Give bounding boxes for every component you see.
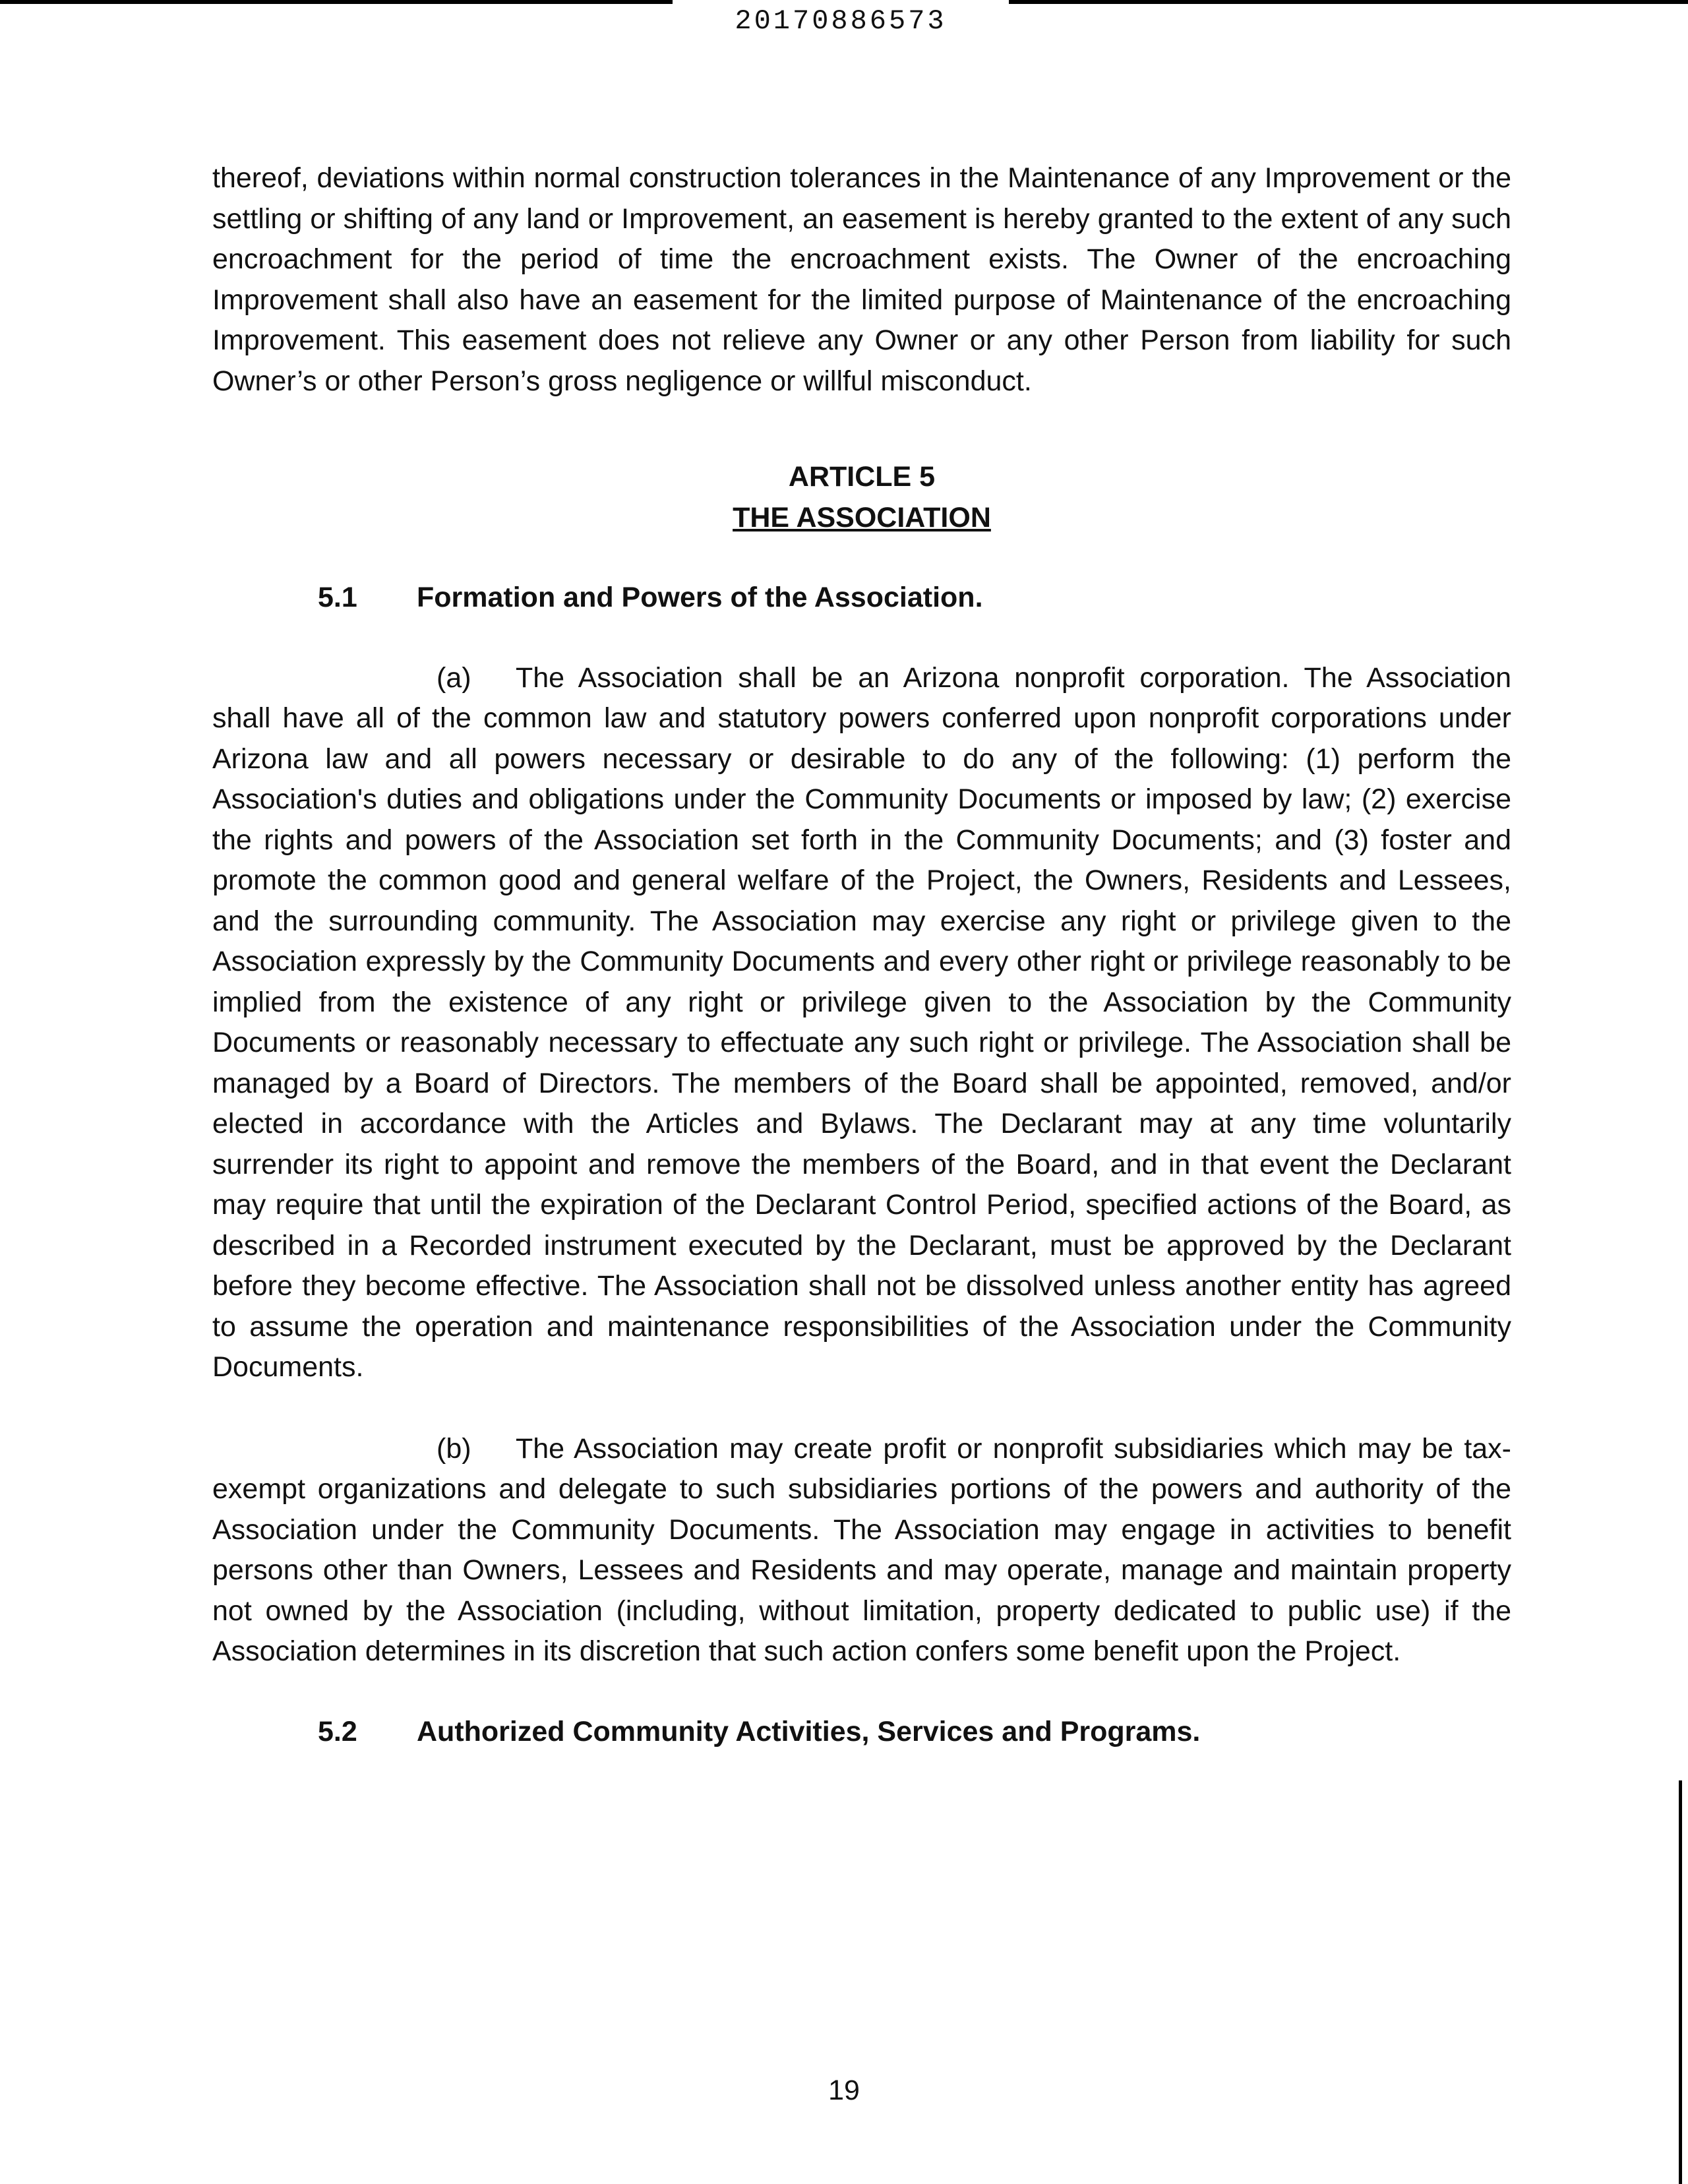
paragraph-text: The Association shall be an Arizona nonprofit corporation. The Association shall have all of the common law and statutory powers conferred upon nonprofit corporations under Arizona law and all powers necessary or desirable to do any of the following: (1) perform the Association's duties and obligations under the Community Documents or imposed by law; (2) exercise the rights and powers of the Association set forth in the Community Documents; and (3) foster and promote the common good and general welfare of the Project, the Owners, Residents and Lessees, and the surrounding community. The Association may exercise any right or privilege given to the Association expressly by the Community Documents and every other right or privilege reasonably to be implied from the existence of any right or privilege given to the Association by the Community Documents or reasonably necessary to effectuate any such right or privilege. The Association shall be managed by a Board of Directors. The members of the Board shall be appointed, removed, and/or elected in accordance with the Articles and Bylaws. The Declarant may at any time voluntarily surrender its right to appoint and remove the members of the Board, and in that event the Declarant may require that until the expiration of the Declarant Control Period, specified actions of the Board, as described in a Recorded instrument executed by the Declarant, must be approved by the Declarant before they become effective. The Association shall not be dissolved unless another entity has agreed to assume the operation and maintenance responsibilities of the Association under the Community Documents. bbox=[212, 661, 1511, 1383]
article-title-line bbox=[212, 498, 1511, 539]
page-number: 19 bbox=[828, 2075, 860, 2106]
paragraph-label: (b) bbox=[437, 1432, 471, 1465]
scan-edge-line bbox=[1679, 1780, 1682, 2184]
section-heading-5-2 bbox=[212, 1712, 1511, 1753]
section-title: Formation and Powers of the Association. bbox=[417, 582, 983, 613]
section-title: Authorized Community Activities, Services and Programs. bbox=[417, 1715, 1201, 1747]
section-number: 5.2 bbox=[318, 1715, 357, 1747]
paragraph-b bbox=[212, 1429, 1511, 1672]
paragraph-a bbox=[212, 658, 1511, 1388]
paragraph-label: (a) bbox=[437, 661, 471, 694]
section-number: 5.1 bbox=[318, 582, 357, 613]
top-rule-right bbox=[1009, 0, 1688, 4]
paragraph-text: The Association may create profit or nonprofit subsidiaries which may be tax-exempt organizations and delegate to such subsidiaries portions of the powers and authority of the Association under the Community Documents. The Association may engage in activities to benefit persons other than Owners, Lessees and Residents and may operate, manage and maintain property not owned by the Association (including, without limitation, property dedicated to public use) if the Association determines in its discretion that such action confers some benefit upon the Project. bbox=[212, 1432, 1511, 1667]
continuation-paragraph: thereof, deviations within normal construction tolerances in the Maintenance of any Improvement or the settling or shifting of any land or Improvement, an easement is hereby granted to the extent of any such encroachment for the period of time the encroachment exists. The Owner of the encroaching Improvement shall also have an easement for the limited purpose of Maintenance of the encroaching Improvement. This easement does not relieve any Owner or any other Person from liability for such Owner’s or other Person’s gross negligence or willful misconduct. bbox=[212, 162, 1511, 397]
top-rule-left bbox=[0, 0, 673, 4]
document-number: 20170886573 bbox=[735, 5, 947, 37]
page-content bbox=[212, 158, 1511, 1752]
article-title: THE ASSOCIATION bbox=[733, 501, 991, 533]
article-number: ARTICLE 5 bbox=[788, 461, 936, 493]
section-heading-5-1 bbox=[212, 578, 1511, 619]
